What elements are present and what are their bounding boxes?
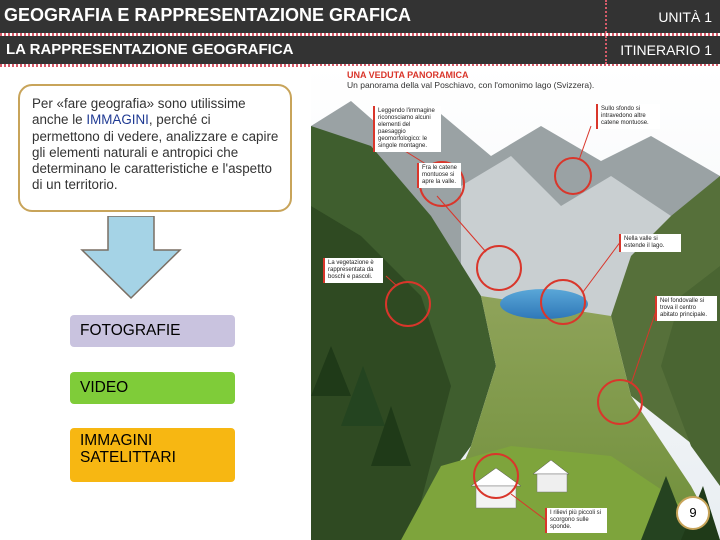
unit-label: UNITÀ 1 (605, 0, 720, 33)
page-title: GEOGRAFIA E RAPPRESENTAZIONE GRAFICA (4, 5, 412, 25)
panorama-title: UNA VEDUTA PANORAMICA (347, 70, 469, 80)
intro-callout (18, 84, 292, 212)
video-box (70, 372, 235, 404)
satellite-images-box (70, 428, 235, 482)
intro-text-end: , perché ci permettono di vedere, analizzare e capire gli elementi naturali e antropici che determinano le caratteristiche e l'aspetto di un territorio. (32, 112, 279, 193)
itinerary-label: ITINERARIO 1 (605, 36, 720, 64)
label-background-chains: Sullo sfondo si intravedono altre catene montuose. (596, 104, 660, 129)
label-vegetation: La vegetazione è rappresentata da boschi e pascoli. (323, 258, 383, 283)
photos-box (70, 315, 235, 347)
satellite-label-line1: IMMAGINI (80, 432, 153, 449)
intro-text-start: Per «fare geografia» sono utilissime anche le (32, 96, 246, 128)
section-title: LA RAPPRESENTAZIONE GEOGRAFICA (6, 41, 294, 58)
video-label: VIDEO (80, 379, 129, 396)
page-number: 9 (676, 496, 710, 530)
panorama-subtitle: Un panorama della val Poschiavo, con l'omonimo lago (Svizzera). (347, 80, 595, 90)
label-small-reliefs: I rilievi più piccoli si scorgono sulle sponde. (545, 508, 607, 533)
subheader-bar (0, 36, 720, 64)
intro-highlight: IMMAGINI (86, 112, 149, 128)
label-town: Nel fondovalle si trova il centro abitato principale. (655, 296, 717, 321)
photos-label: FOTOGRAFIE (80, 322, 181, 339)
label-lake: Nella valle si estende il lago. (619, 234, 681, 252)
label-valley: Fra le catene montuose si apre la valle. (417, 163, 461, 188)
header-bar (0, 0, 720, 33)
down-arrow-icon (76, 216, 186, 300)
panorama-photo (311, 66, 720, 540)
label-mountains: Leggendo l'immagine riconosciamo alcuni elementi del paesaggio geomorfologico: le singole montagne. (373, 106, 441, 152)
satellite-label-line2: SATELITTARI (80, 449, 176, 466)
